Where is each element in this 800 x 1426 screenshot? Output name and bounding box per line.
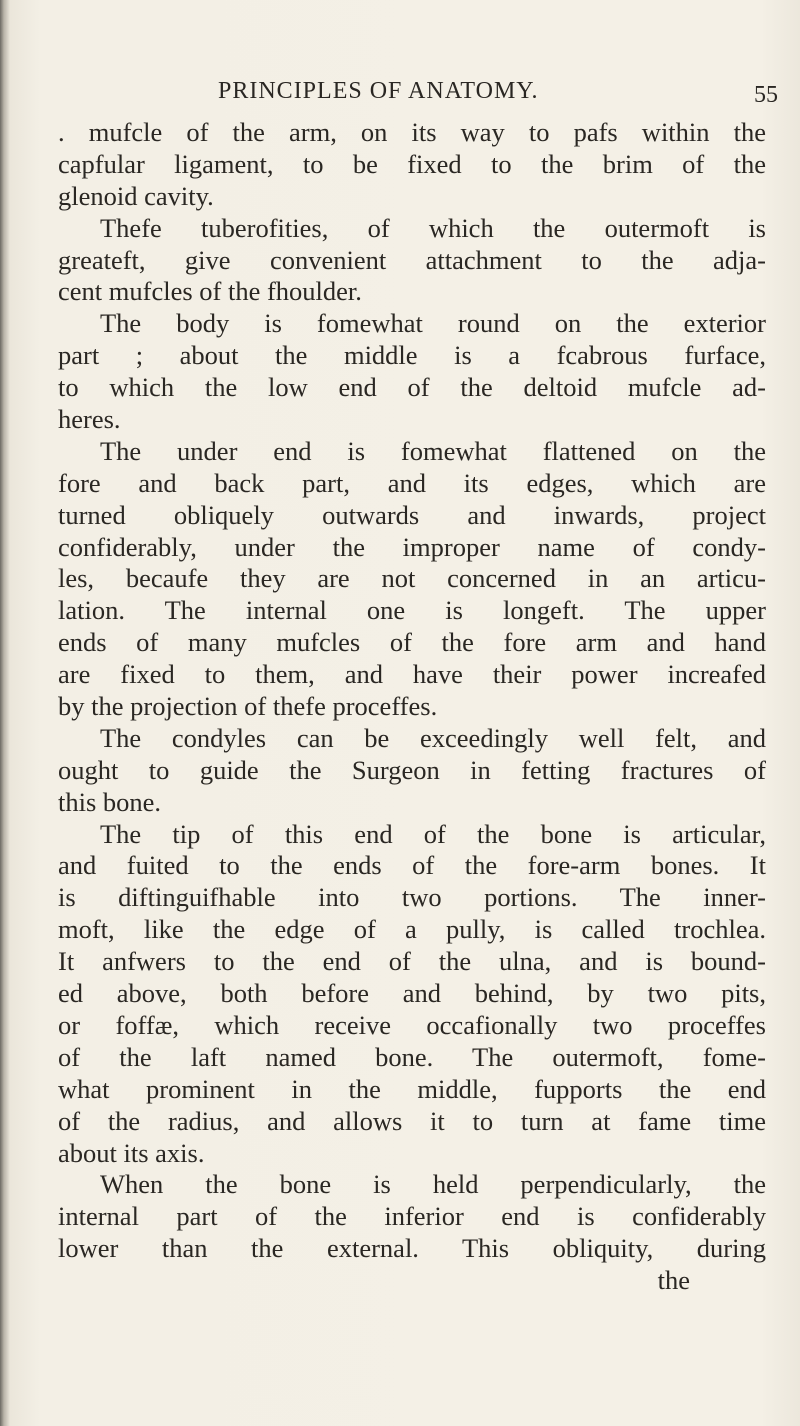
- text-line: moft, like the edge of a pully, is called trochlea.: [58, 914, 766, 945]
- text-line: The tip of this end of the bone is articular,: [100, 818, 766, 849]
- text-line: by the projection of thefe proceffes.: [58, 691, 438, 722]
- text-line: turned obliquely outwards and inwards, project: [58, 499, 766, 530]
- text-line: Thefe tuberofities, of which the outermoft is: [100, 212, 766, 243]
- text-line: confiderably, under the improper name of condy-: [58, 531, 766, 562]
- text-line: or foffæ, which receive occafionally two proceffes: [58, 1009, 766, 1040]
- text-line: ends of many mufcles of the fore arm and hand: [58, 627, 766, 658]
- text-line: this bone.: [58, 786, 162, 817]
- text-line: lower than the external. This obliquity, during: [58, 1233, 766, 1264]
- text-line: The body is fomewhat round on the exterior: [100, 308, 766, 339]
- text-line: what prominent in the middle, fupports the end: [58, 1073, 766, 1104]
- text-line: to which the low end of the deltoid mufcle ad-: [58, 372, 766, 403]
- running-header: PRINCIPLES OF ANATOMY.: [218, 78, 539, 104]
- text-line: ought to guide the Surgeon in fetting fractures of: [58, 754, 766, 785]
- text-line: It anfwers to the end of the ulna, and is bound-: [58, 946, 766, 977]
- catchword: the: [657, 1265, 690, 1296]
- text-line: capfular ligament, to be fixed to the brim of the: [58, 148, 766, 179]
- text-line: of the laft named bone. The outermoft, fome-: [58, 1041, 766, 1072]
- text-line: of the radius, and allows it to turn at fame time: [58, 1105, 766, 1136]
- text-line: about its axis.: [58, 1137, 205, 1168]
- text-line: internal part of the inferior end is confiderably: [58, 1201, 766, 1232]
- text-line: part ; about the middle is a fcabrous furface,: [58, 340, 766, 371]
- binding-shadow: [0, 0, 10, 1426]
- text-line: greateft, give convenient attachment to the adja-: [58, 244, 766, 275]
- text-line: cent mufcles of the fhoulder.: [58, 276, 362, 307]
- body-text: [58, 117, 766, 1297]
- text-line: is diftinguifhable into two portions. The inner-: [58, 882, 766, 913]
- text-line: lation. The internal one is longeft. The upper: [58, 595, 766, 626]
- page-number: 55: [754, 82, 778, 108]
- text-line: and fuited to the ends of the fore-arm bones. It: [58, 850, 766, 881]
- text-line: are fixed to them, and have their power increafed: [58, 659, 766, 690]
- text-line: The under end is fomewhat flattened on the: [100, 435, 766, 466]
- text-line: les, becaufe they are not concerned in an articu-: [58, 563, 766, 594]
- text-line: . mufcle of the arm, on its way to pafs within the: [58, 117, 766, 147]
- text-line: The condyles can be exceedingly well felt, and: [100, 722, 766, 753]
- text-line: glenoid cavity.: [58, 180, 214, 211]
- text-line: heres.: [58, 404, 121, 435]
- text-line: When the bone is held perpendicularly, the: [100, 1169, 766, 1200]
- text-line: fore and back part, and its edges, which are: [58, 467, 766, 498]
- text-line: ed above, both before and behind, by two pits,: [58, 978, 766, 1009]
